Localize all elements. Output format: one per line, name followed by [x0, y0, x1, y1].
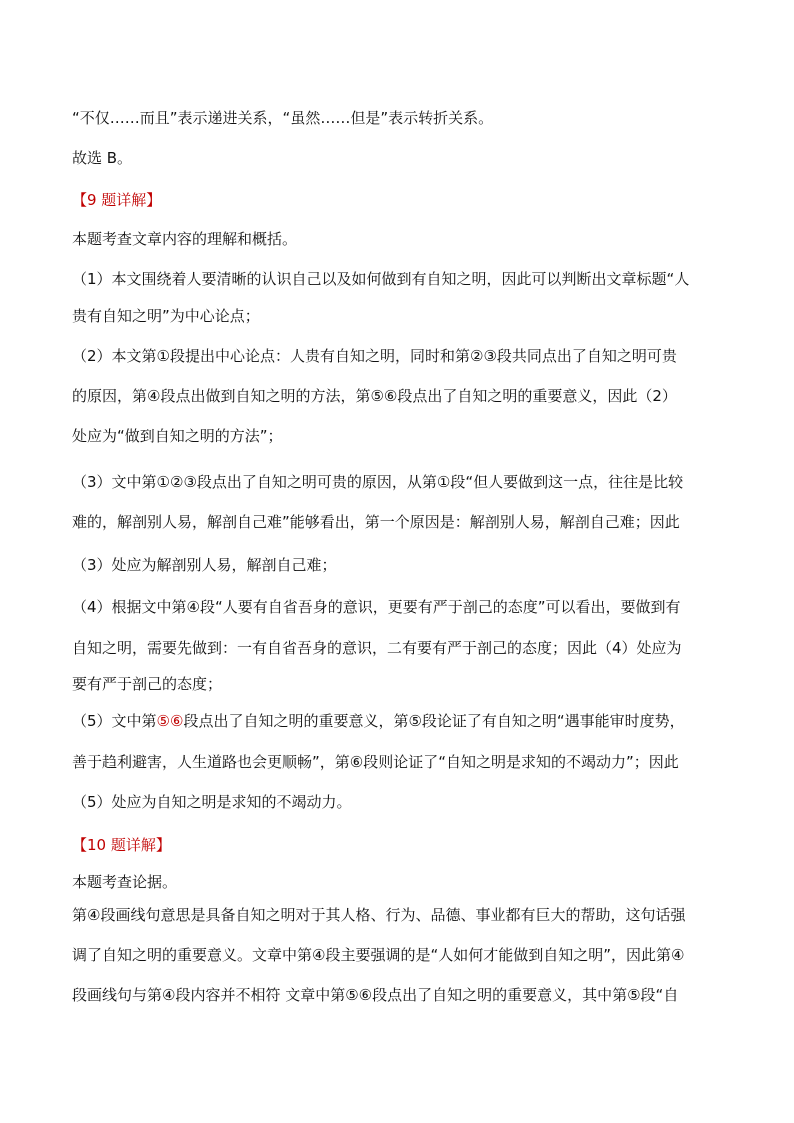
q9-line: （5）处应为自知之明是求知的不竭动力。	[72, 793, 352, 811]
q10-line: 第④段画线句意思是具备自知之明对于其人格、行为、品德、事业都有巨大的帮助，这句话强	[72, 906, 686, 924]
q9-line: （3）文中第①②③段点出了自知之明可贵的原因，从第①段“但人要做到这一点，往往是比较	[72, 473, 684, 491]
q9-line: （3）处应为解剖别人易，解剖自己难；	[72, 556, 337, 574]
q9-line: 贵有自知之明”为中心论点；	[72, 307, 260, 325]
q9-line: （2）本文第①段提出中心论点：人贵有自知之明，同时和第②③段共同点出了自知之明可贵	[72, 347, 677, 365]
q10-heading: 【10 题详解】	[72, 836, 171, 854]
q9-line: （1）本文围绕着人要清晰的认识自己以及如何做到有自知之明，因此可以判断出文章标题“人	[72, 270, 690, 288]
q9-p5-rest: 段点出了自知之明的重要意义，第⑤段论证了有自知之明“遇事能审时度势，	[183, 712, 685, 730]
q9-line: 要有严于剖己的态度；	[72, 675, 223, 693]
q9-line-p5	[72, 711, 685, 731]
q9-p5-prefix: （5）文中第	[72, 712, 157, 730]
q9-line: （4）根据文中第④段“人要有自省吾身的意识，更要有严于剖己的态度”可以看出，要做到有	[72, 598, 681, 616]
q10-line: 段画线句与第④段内容并不相符 文章中第⑤⑥段点出了自知之明的重要意义，其中第⑤段“自	[72, 986, 679, 1004]
q9-line: 的原因，第④段点出做到自知之明的方法，第⑤⑥段点出了自知之明的重要意义，因此（2）	[72, 387, 677, 405]
q10-line: 调了自知之明的重要意义。文章中第④段主要强调的是“人如何才能做到自知之明”，因此第④	[72, 946, 685, 964]
q9-line: 自知之明，需要先做到：一有自省吾身的意识，二有要有严于剖己的态度；因此（4）处应为	[72, 639, 682, 657]
q9-line: 处应为“做到自知之明的方法”；	[72, 427, 283, 445]
q9-line: 难的，解剖别人易，解剖自己难”能够看出，第一个原因是：解剖别人易，解剖自己难；因此	[72, 513, 680, 531]
q9-heading: 【9 题详解】	[72, 191, 162, 209]
intro-line-2: 故选 B。	[72, 149, 133, 167]
q10-line: 本题考查论据。	[72, 873, 178, 891]
q9-line: 善于趋利避害，人生道路也会更顺畅”，第⑥段则论证了“自知之明是求知的不竭动力”；因此	[72, 753, 679, 771]
intro-line-1: “不仅……而且”表示递进关系，“虽然……但是”表示转折关系。	[72, 109, 494, 127]
q9-line: 本题考查文章内容的理解和概括。	[72, 230, 298, 248]
q9-p5-highlight: ⑤⑥	[156, 712, 184, 730]
